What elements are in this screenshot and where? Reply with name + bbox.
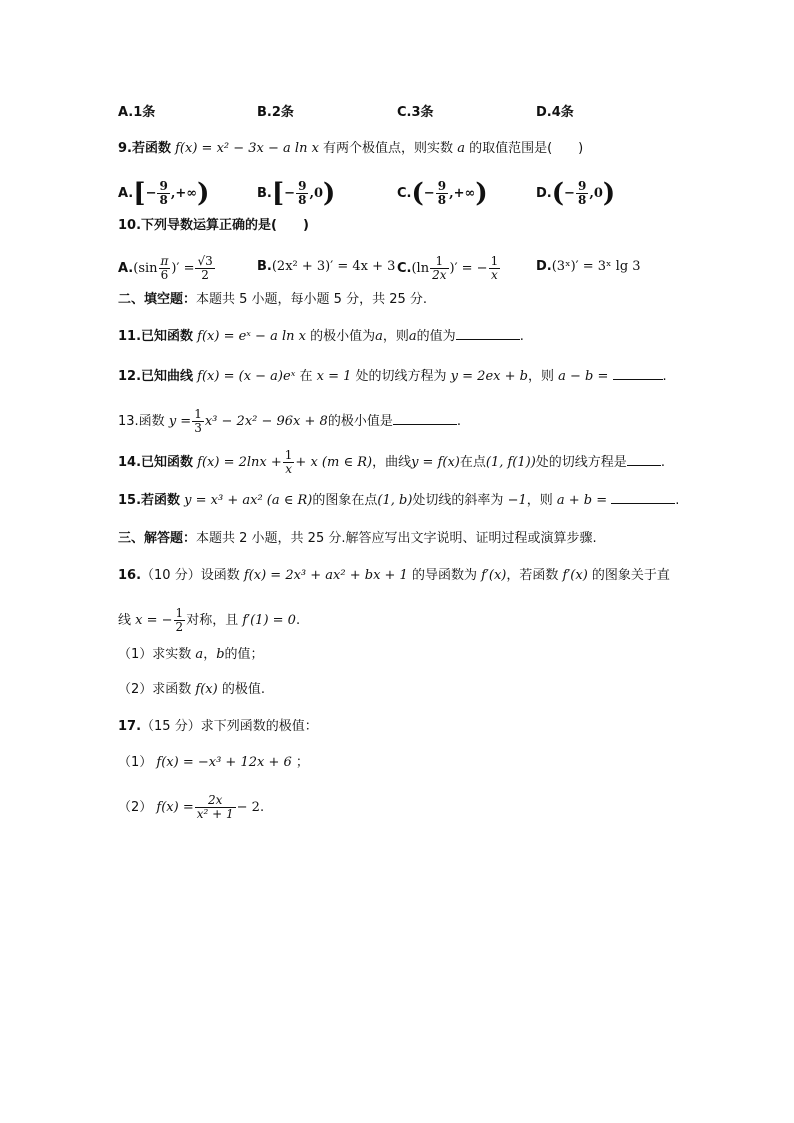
q17-part-end: . [259,800,265,815]
q12-function: f(x) = (x − a)eˣ [197,369,296,384]
fraction [489,255,501,282]
q17-part1 [118,754,309,772]
q15-text: 的图象在点 [312,493,378,508]
q17-text: 求下列函数的极值： [200,719,318,734]
q14-rest: + x (m ∈ R) [295,455,373,470]
q11-prefix: 11.已知函数 [118,329,194,344]
q14-prefix: 14.已知函数 [118,455,194,470]
q17-number: 17. [118,719,142,734]
q10-option-b [257,258,395,276]
numerator: 9 [437,179,447,193]
numerator: π [160,254,169,268]
q14-curve: y = f(x) [411,455,460,470]
q9-prefix: 9.若函数 [118,141,171,156]
bracket-right: ) [475,178,488,209]
q14-lhs: f(x) = 2lnx + [197,455,282,470]
fraction [283,449,295,476]
q16-line1 [118,567,670,585]
fraction [296,180,308,207]
fraction [436,180,448,207]
bracket-left: [ [133,178,146,209]
option-label: A. [118,186,134,201]
q16-line2 [118,607,300,634]
q8-option-a: A.1条 [118,105,156,120]
q10-stem: 10.下列导数运算正确的是( ) [118,218,309,233]
q17-stem [118,718,318,736]
fraction [430,255,448,282]
q17-part-label: （1） [118,755,153,770]
q12-text: 处的切线方程为 [355,369,447,384]
q16-part-text: （1）求实数 [118,647,192,662]
q14-point: (1, f(1)) [485,455,536,470]
denominator: 2x [432,268,447,282]
minus-sign: − [423,186,435,201]
q12-text: ，则 [527,369,554,384]
fraction [174,607,186,634]
q11-text: ，则 [382,329,409,344]
q13-prefix: 13.函数 [118,414,165,429]
q12-expr: a − b = [558,369,609,384]
q17-function: f(x) = [156,800,194,815]
answer-blank[interactable] [613,367,663,380]
q15-expr: a + b = [556,493,608,508]
q16-derivative: f′(x) [481,568,507,583]
denominator: 2 [201,268,209,282]
q13-text: 的极小值是 [327,414,393,429]
bracket-left: [ [271,178,285,209]
option-label: C. [397,261,412,276]
bracket-left: ( [551,178,565,209]
answer-blank[interactable] [393,412,457,425]
expr: (2x² + 3)′ = 4x + 3 [271,259,396,274]
denominator: x [285,462,292,476]
q17-score: （15 分） [141,719,201,734]
expr-part: )′ = − [449,261,488,276]
option-label: D. [536,259,552,274]
section-problems [118,530,597,548]
answer-blank[interactable] [456,327,520,340]
q16-text: 线 [118,613,132,628]
q14 [118,449,665,476]
q16-condition: f′(1) = 0 [242,613,296,628]
q14-text: 处的切线方程是 [535,455,627,470]
q9-option-b [257,180,335,207]
q10-option-c [397,255,501,282]
q16-part-text: ， [203,647,217,662]
section-text: 本题共 5 小题，每小题 5 分，共 25 分. [196,292,428,307]
q16-part1 [118,646,264,664]
numerator: 9 [159,179,168,193]
q17-function: f(x) = −x³ + 12x + 6 [156,755,292,770]
q10-option-a [118,255,216,282]
q17-rest: − 2 [236,800,260,815]
q9-option-a [118,180,209,207]
denominator: 2 [175,620,184,634]
denominator: 8 [437,193,447,207]
fraction [192,408,204,435]
q13-rest: x³ − 2x² − 96x + 8 [204,414,328,429]
fraction [157,180,169,207]
q16-text: 设函数 [200,568,240,583]
q12-text: 在 [299,369,313,384]
q16-part-text: （2）求函数 [118,682,192,697]
q16-part-text: 的极值. [221,682,265,697]
q16-text: 的图象关于直 [591,568,670,583]
option-label: A. [118,261,134,276]
q16-text: 的导函数为 [411,568,477,583]
answer-blank[interactable] [611,491,675,504]
q12-point: x = 1 [316,369,352,384]
q15-point: (1, b) [377,493,413,508]
q9-var: a [457,141,465,156]
q15-function: y = x³ + ax² (a ∈ R) [184,493,313,508]
q16-part-text: 的值； [224,647,264,662]
q8-option-b: B.2条 [257,105,294,120]
option-label: C. [397,186,412,201]
q16-var: a [195,647,204,662]
q12 [118,367,667,386]
q17-part-end: ； [295,755,309,770]
numerator: 1 [490,254,499,268]
fraction [159,255,171,282]
q12-prefix: 12.已知曲线 [118,369,194,384]
q8-option-c: C.3条 [397,105,434,120]
q14-end: . [660,455,665,470]
q10-option-d [536,258,641,276]
fraction [195,255,214,282]
minus-sign: − [284,186,296,201]
section-text: 本题共 2 小题，共 25 分.解答应写出文字说明、证明过程或演算步骤. [196,531,597,546]
q15-end: . [675,493,680,508]
q14-text: 在点 [459,455,486,470]
q16-score: （10 分） [141,568,201,583]
denominator: x [491,268,498,282]
fraction [576,180,588,207]
option-label: B. [257,259,272,274]
q17-part-label: （2） [118,800,153,815]
expr-part: )′ = [171,261,195,276]
bracket-left: ( [411,178,424,209]
section-heading: 三、解答题： [118,531,197,546]
interval-end: ,0 [589,186,603,201]
bracket-right: ) [323,178,336,209]
q16-function: f(x) = 2x³ + ax² + bx + 1 [243,568,408,583]
denominator: 6 [160,268,169,282]
denominator: 8 [159,193,168,207]
q15-prefix: 15.若函数 [118,493,181,508]
minus-sign: − [564,186,575,201]
q16-text: ，若函数 [506,568,559,583]
q16-derivative: f′(x) [562,568,588,583]
numerator: 1 [284,448,293,462]
q9-option-d [536,180,615,207]
interval-end: ,+∞ [449,186,476,201]
q11-text: 的极小值为 [310,329,376,344]
q15-slope: −1 [507,493,527,508]
q15 [118,491,679,510]
option-label: B. [257,186,272,201]
q12-equation: y = 2ex + b [450,369,528,384]
q13 [118,408,461,435]
q16-number: 16. [118,568,142,583]
q11-end: . [519,329,524,344]
q13-lhs: y = [168,414,192,429]
section-fill-in [118,291,427,309]
q16-axis: x = − [135,613,173,628]
q16-end: . [295,613,301,628]
numerator: 2x [195,794,236,808]
numerator: 9 [577,179,587,193]
q16-text: 对称，且 [186,613,239,628]
q11-function: f(x) = eˣ − a ln x [197,329,306,344]
q11-text: 的值为 [416,329,456,344]
denominator: 8 [577,193,587,207]
q12-end: . [662,369,667,384]
expr-part: (ln [411,261,430,276]
numerator: 1 [430,255,448,269]
numerator: √3 [197,254,213,268]
q9-suffix: 的取值范围是( ) [469,141,584,156]
section-heading: 二、填空题： [118,292,197,307]
q8-option-d: D.4条 [536,105,574,120]
expr-part: (sin [133,261,158,276]
option-label: D. [536,186,552,201]
q15-text: ，则 [526,493,553,508]
minus-sign: − [145,186,157,201]
q11-var: a [408,329,417,344]
interval-end: ,+∞ [170,186,198,201]
interval-end: ,0 [309,186,324,201]
q11 [118,327,524,346]
numerator: 9 [298,179,307,193]
q9-option-c [397,180,488,207]
q15-text: 处切线的斜率为 [412,493,504,508]
denominator: 3 [194,421,202,435]
numerator: 1 [194,407,202,421]
numerator: 1 [175,606,184,620]
q11-var: a [375,329,383,344]
q9-stem [118,140,583,158]
q17-part2 [118,794,264,821]
bracket-right: ) [197,178,210,209]
q16-part2 [118,681,265,699]
q14-text: ，曲线 [372,455,412,470]
q16-var: b [216,647,225,662]
q13-end: . [456,414,461,429]
fraction [195,794,236,821]
q9-function: f(x) = x² − 3x − a ln x [175,141,319,156]
denominator: x² + 1 [196,807,234,821]
q16-function-ref: f(x) [195,682,218,697]
q9-text: 有两个极值点，则实数 [323,141,454,156]
bracket-right: ) [602,178,616,209]
answer-blank[interactable] [627,453,661,466]
expr: (3ˣ)′ = 3ˣ lg 3 [551,259,641,274]
denominator: 8 [298,193,307,207]
